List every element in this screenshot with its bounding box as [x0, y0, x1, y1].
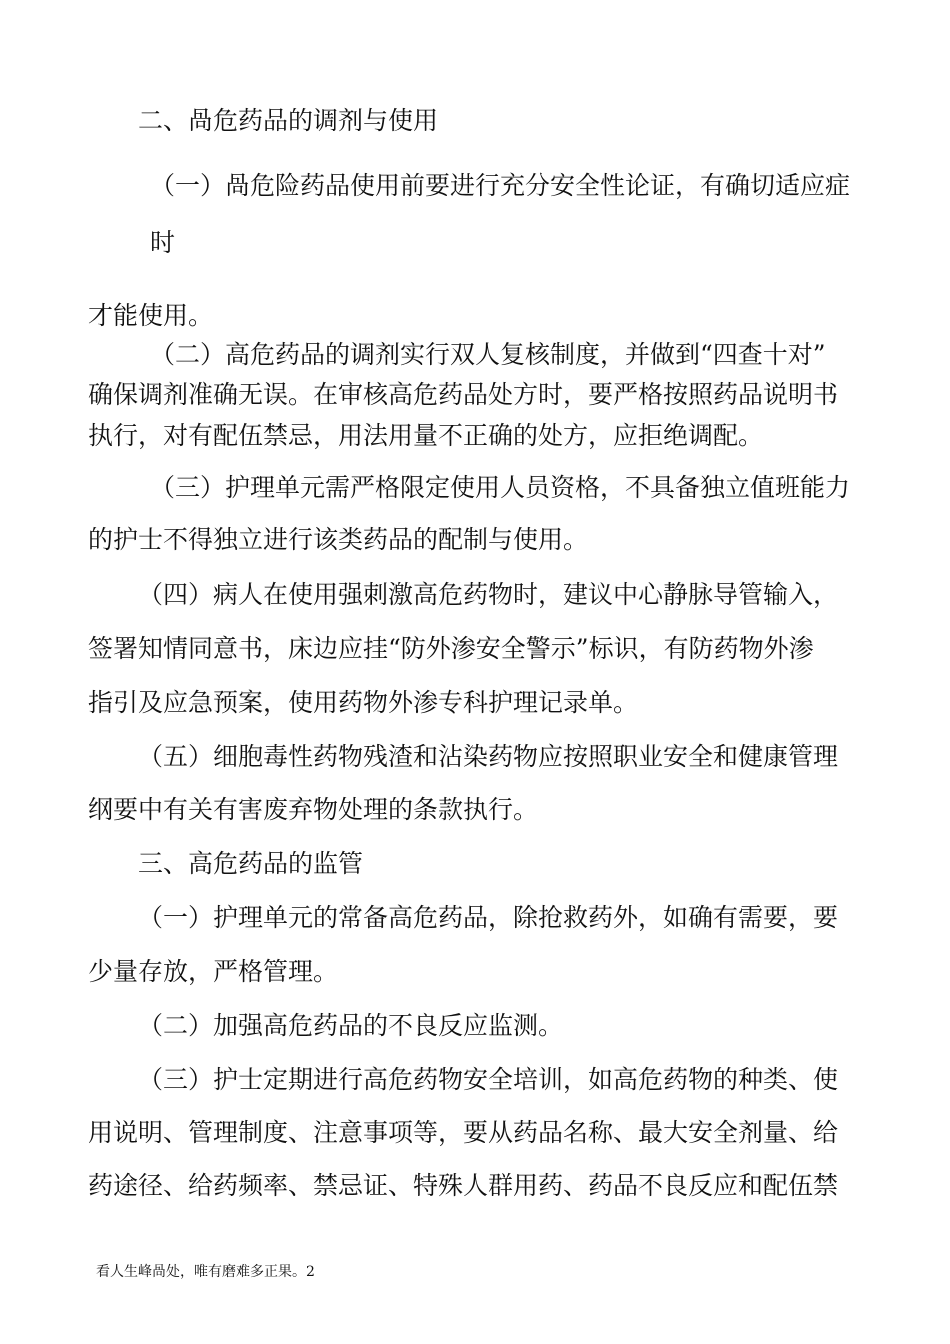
paragraph-line: 的护士不得独立进行该类药品的配制与使用。 — [88, 525, 589, 554]
section-heading: 二、咼危药品的调剂与使用 — [138, 106, 439, 135]
paragraph-line: 签署知情同意书，床边应挂“防外渗安全警示”标识，有防药物外渗 — [88, 634, 814, 663]
paragraph-line: （二）加强高危药品的不良反应监测。 — [138, 1011, 564, 1040]
page-footer: 看人生峰咼处，唯有磨难多正果。2 — [96, 1264, 315, 1280]
paragraph-line: （三）护理单元需严格限定使用人员资格，不具备独立值班能力 — [150, 473, 851, 502]
paragraph-line: （一）护理单元的常备高危药品，除抢救药外，如确有需要，要 — [138, 903, 839, 932]
paragraph-line: 用说明、管理制度、注意事项等，要从药品名称、最大安全剂量、给 — [88, 1118, 839, 1147]
paragraph-line: 少量存放，严格管理。 — [88, 957, 339, 986]
paragraph-line: 时 — [150, 228, 176, 257]
paragraph-line: （二）高危药品的调剂实行双人复核制度，并做到“四查十对” — [150, 340, 826, 369]
paragraph-line: 才能使用。 — [88, 301, 214, 330]
paragraph-line: （五）细胞毒性药物残渣和沾染药物应按照职业安全和健康管理 — [138, 742, 839, 771]
paragraph-line: 确保调剂准确无误。在审核高危药品处方时，要严格按照药品说明书 — [88, 380, 839, 409]
section-heading: 三、高危药品的监管 — [138, 849, 364, 878]
paragraph-line: 纲要中有关有害废弃物处理的条款执行。 — [88, 795, 539, 824]
paragraph-line: 指引及应急预案，使用药物外渗专科护理记录单。 — [88, 688, 639, 717]
paragraph-line: 药途径、给药频率、禁忌证、特殊人群用药、药品不良反应和配伍禁 — [88, 1171, 839, 1200]
paragraph-line: （三）护士定期进行高危药物安全培训，如高危药物的种类、使 — [138, 1065, 839, 1094]
paragraph-line: （一）咼危险药品使用前要进行充分安全性论证，有确切适应症 — [150, 171, 851, 200]
paragraph-line: 执行，对有配伍禁忌，用法用量不正确的处方，应拒绝调配。 — [88, 421, 764, 450]
paragraph-line: （四）病人在使用强刺激高危药物时，建议中心静脉导管输入， — [138, 580, 839, 609]
